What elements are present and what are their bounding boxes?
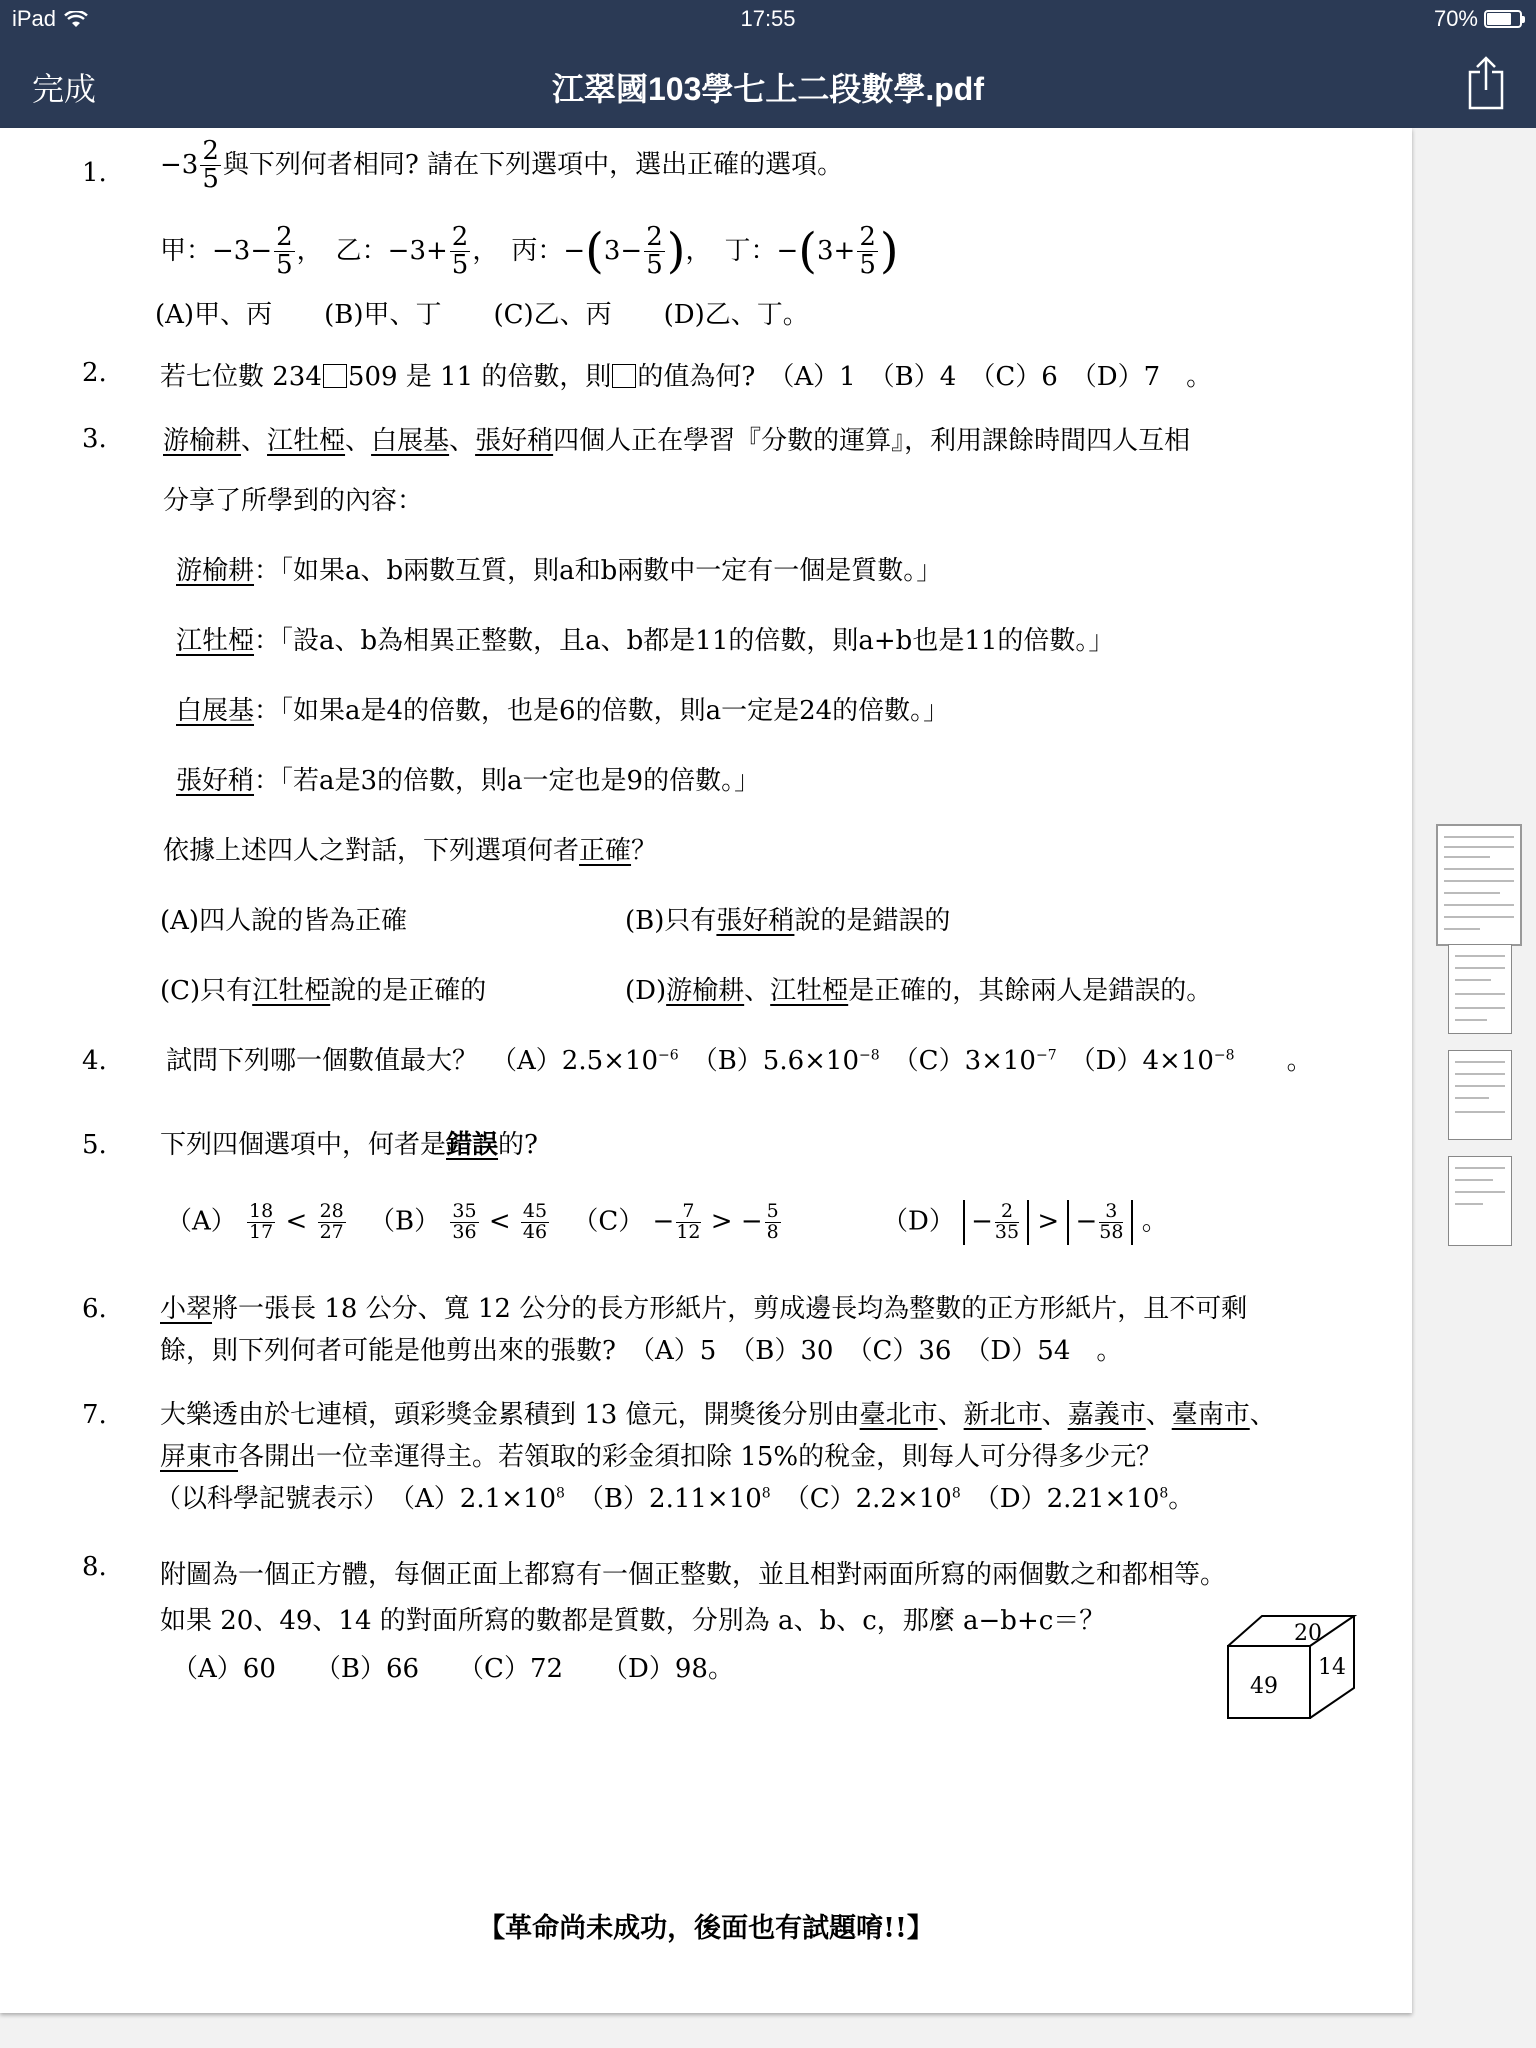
question-4-text: 試問下列哪一個數值最大？ $(A)2.5\times 10^{-6}$ $(B)5.6\times 10^{-8}$ $(C)3\times 10^{-7}$ $(D)4\times 10^{-8}$ 。 (166, 1046, 1313, 1076)
statement-4: 張好稍：「若a是3的倍數，則a一定也是9的倍數。」 (176, 766, 761, 796)
page-thumbnail-1[interactable] (1436, 824, 1522, 946)
fraction: $\frac{2}{5}$ (202, 136, 219, 195)
question-number: 3. (82, 424, 107, 454)
fraction: $\frac{2}{5}$ (646, 222, 663, 281)
nav-bar (0, 42, 1536, 128)
page-thumbnail-strip (1412, 128, 1536, 2048)
question-5-options: （A） $\frac{18}{17}$ < $\frac{28}{27}$ （B） $\frac{35}{36}$ < $\frac{45}{46}$ （C） − $\frac{7}{12}$ > − $\frac{5}{8}$ （D） − $\frac{2}{35}$ > − $\frac{3}{58}$ 。 (166, 1200, 1168, 1243)
question-6-line-2: 餘，則下列何者可能是他剪出來的張數? （A）5 （B）30 （C）36 （D）54 。 (160, 1336, 1123, 1366)
statement-3: 白展基：「如果a是4的倍數，也是6的倍數，則a一定是24的倍數。」 (176, 696, 950, 726)
question-8-line-1: 附圖為一個正方體，每個正面上都寫有一個正整數，並且相對兩面所寫的兩個數之和都相等。 (160, 1560, 1227, 1590)
done-button[interactable]: 完成 (32, 71, 97, 107)
question-number: 5. (82, 1130, 107, 1160)
question-8-options: （A）60 （B）66 （C）72 （D）98。 (172, 1654, 734, 1684)
question-3-intro-2: 分享了所學到的內容： (163, 486, 424, 516)
document-title: 江翠國103學七上二段數學.pdf (551, 71, 985, 107)
question-1-text (160, 138, 843, 194)
question-7-line-2: 屏東市各開出一位幸運得主。若領取的彩金須扣除 15%的稅金，則每人可分得多少元？ (160, 1442, 1163, 1472)
page-thumbnail-2[interactable] (1448, 944, 1512, 1034)
share-button[interactable] (1466, 54, 1506, 115)
blank-box (323, 364, 347, 388)
option-d: (D)游榆耕、江牡椏是正確的，其餘兩人是錯誤的。 (625, 976, 1213, 1006)
question-number: 1. (82, 158, 107, 188)
question-7-line-1: 大樂透由於七連槓，頭彩獎金累積到 13 億元，開獎後分別由臺北市、新北市、嘉義市、臺南市、 (160, 1400, 1276, 1430)
statement-2: 江牡椏：「設a、b為相異正整數，且a、b都是11的倍數，則a+b也是11的倍數。」 (176, 626, 1115, 656)
question-7-line-3: （以科學記號表示） $(A)2.1\times 10^8$ $(B)2.11\times 10^8$ $(C)2.2\times 10^8$ $(D)2.21\times 10^8$。 (155, 1484, 1195, 1514)
fraction: $\frac{2}{5}$ (859, 222, 876, 281)
battery-status (1434, 6, 1522, 32)
question-3-intro: 游榆耕、江牡椏、白展基、張好稍四個人正在學習『分數的運算』，利用課餘時間四人互相 (163, 426, 1191, 456)
question-number: 4. (82, 1046, 107, 1076)
question-8-line-2: 如果 20、49、14 的對面所寫的數都是質數，分別為 a、b、c，那麼 a−b+c＝？ (160, 1606, 1106, 1636)
question-6-line-1: 小翠將一張長 18 公分、寬 12 公分的長方形紙片，剪成邊長均為整數的正方形紙片，且不可剩 (160, 1294, 1248, 1324)
cube-figure (1220, 1610, 1360, 1722)
cube-top-label: 20 (1294, 1621, 1322, 1646)
pdf-page (0, 128, 1412, 2013)
fraction: $\frac{2}{5}$ (451, 222, 469, 281)
cube-front-label: 49 (1250, 1674, 1278, 1699)
question-number: 8. (82, 1552, 107, 1582)
question-number: 6. (82, 1294, 107, 1324)
footer-note: 【革命尚未成功，後面也有試題唷!!】 (478, 1913, 934, 1944)
battery-percent: 70% (1433, 6, 1478, 31)
status-bar (0, 0, 1536, 42)
share-icon[interactable] (1466, 54, 1506, 110)
device-name: iPad (12, 6, 57, 31)
fraction: $\frac{2}{5}$ (276, 222, 293, 281)
statement-1: 游榆耕：「如果a、b兩數互質，則a和b兩數中一定有一個是質數。」 (176, 556, 943, 586)
option-a: (A)四人說的皆為正確 (160, 906, 408, 936)
option-c: (C)只有江牡椏說的是正確的 (160, 976, 487, 1006)
clock: 17:55 (740, 6, 796, 31)
question-number: 7. (82, 1400, 107, 1430)
page-thumbnail-4[interactable] (1448, 1156, 1512, 1246)
cube-side-label: 14 (1318, 1655, 1346, 1680)
question-1-choices: 甲：−3− $\frac{2}{5}$ ， 乙：−3+ $\frac{2}{5}$ ， 丙：−(3− $\frac{2}{5}$ )， 丁：−(3+ $\frac{2}{5}$ ) (160, 222, 899, 281)
question-5-text: 下列四個選項中，何者是錯誤的? (160, 1130, 538, 1160)
option-b: (B)只有張好稍說的是錯誤的 (625, 906, 951, 936)
q1-prompt: 與下列何者相同? 請在下列選項中，選出正確的選項。 (222, 149, 844, 180)
page-thumbnail-3[interactable] (1448, 1050, 1512, 1140)
question-1-options: (A)甲、丙 (B)甲、丁 (C)乙、丙 (D)乙、丁。 (155, 300, 809, 330)
blank-box (612, 364, 636, 388)
question-2-text: 若七位數 234 509 是 11 的倍數，則 的值為何? （A）1 （B）4 （C）6 （D）7 。 (160, 362, 1213, 392)
question-number: 2. (82, 358, 107, 388)
question-3-ask: 依據上述四人之對話，下列選項何者正確？ (163, 836, 658, 866)
battery-icon (1484, 10, 1522, 28)
q1-lead-sign: −3 (160, 149, 199, 180)
